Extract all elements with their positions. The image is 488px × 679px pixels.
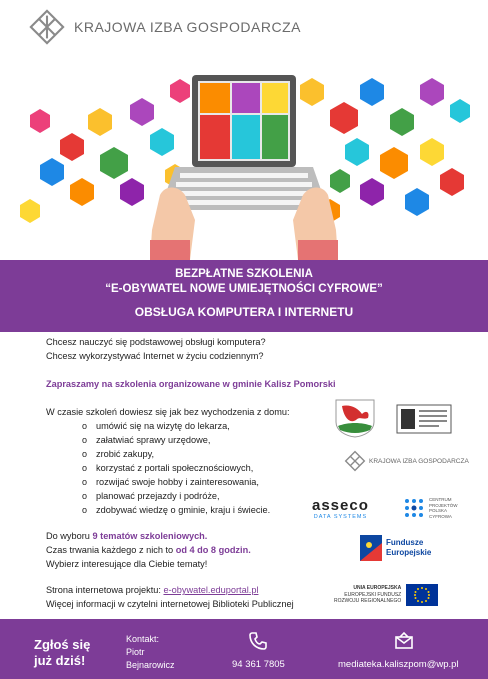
- list-item: o korzystać z portali społecznościowych,: [82, 461, 446, 475]
- contact-label: Kontakt:: [126, 634, 160, 644]
- duration-pre: Czas trwania każdego z nich to: [46, 545, 176, 555]
- phone-number[interactable]: 94 361 7805: [232, 659, 285, 670]
- eu-flag-icon: [406, 584, 438, 606]
- choice-pre: Do wyboru: [46, 531, 93, 541]
- kig-small-name: KRAJOWA IZBA GOSPODARCZA: [369, 457, 469, 465]
- org-name: KRAJOWA IZBA GOSPODARCZA: [74, 19, 301, 35]
- fundusze-logo: [360, 535, 431, 561]
- duration-highlight: od 4 do 8 godzin.: [175, 545, 251, 555]
- hero-illustration: [0, 45, 488, 260]
- mail-icon: [394, 631, 414, 651]
- fundusze-line-1: Fundusze: [386, 538, 424, 547]
- list-item: o zdobywać wiedzę o gminie, kraju i świecie.: [82, 503, 446, 517]
- list-item: o umówić się na wizytę do lekarza,: [82, 419, 446, 433]
- title-line-1: BEZPŁATNE SZKOLENIA: [175, 268, 313, 280]
- question-1: Chcesz nauczyć się podstawowej obsługi komputera?: [46, 337, 266, 347]
- eu-line-3: ROZWOJU REGIONALNEGO: [334, 598, 402, 605]
- list-item: o planować przejazdy i podróże,: [82, 489, 446, 503]
- contact-block: [126, 633, 175, 672]
- list-item: o załatwiać sprawy urzędowe,: [82, 433, 446, 447]
- title-line-2: “E-OBYWATEL NOWE UMIEJĘTNOŚCI CYFROWE”: [105, 283, 383, 295]
- asseco-name: asseco: [312, 497, 369, 514]
- project-site-link[interactable]: e-obywatel.eduportal.pl: [163, 585, 259, 595]
- fundusze-line-2: Europejskie: [386, 548, 432, 557]
- eu-line-2: EUROPEJSKI FUNDUSZ: [344, 591, 402, 598]
- contact-first-name: Piotr: [126, 647, 145, 657]
- kig-emblem-icon: [28, 8, 66, 46]
- question-2: Chcesz wykorzystywać Internet w życiu codziennym?: [46, 351, 264, 361]
- site-label: Strona internetowa projektu:: [46, 585, 164, 595]
- gmina-coat-of-arms-icon: [332, 398, 378, 438]
- title-band: [0, 260, 488, 332]
- cpp-name: CENTRUM PROJEKTÓW POLSKA CYFROWA: [429, 497, 458, 519]
- cpp-logo: [402, 496, 461, 520]
- title-line-3: OBSŁUGA KOMPUTERA I INTERNETU: [134, 305, 354, 319]
- phone-icon: [248, 631, 268, 651]
- list-item: o zrobić zakupy,: [82, 447, 446, 461]
- contact-last-name: Bejnarowicz: [126, 660, 175, 670]
- cta-line-1: Zgłoś się: [34, 637, 91, 652]
- more-info-text: Więcej informacji w czytelni internetowej Biblioteki Publicznej: [46, 599, 294, 609]
- call-to-action: [34, 637, 90, 669]
- library-logo-icon: [396, 404, 452, 434]
- cpp-dots-icon: [402, 496, 426, 520]
- cta-line-2: już dziś!: [34, 653, 86, 668]
- kig-small-logo: [344, 450, 469, 472]
- choice-highlight: 9 tematów szkoleniowych.: [92, 531, 208, 541]
- kig-small-emblem-icon: [344, 450, 366, 472]
- asseco-sub: DATA SYSTEMS: [313, 514, 368, 520]
- intro-text: W czasie szkoleń dowiesz się jak bez wychodzenia z domu:: [46, 407, 290, 417]
- kig-logo: [28, 8, 301, 46]
- list-item: o rozwijać swoje hobby i zainteresowania,: [82, 475, 446, 489]
- footer-bar: [0, 619, 488, 679]
- fundusze-flag-icon: [360, 535, 382, 561]
- main-content: [46, 335, 446, 611]
- eu-line-1: UNIA EUROPEJSKA: [353, 585, 402, 592]
- email-address[interactable]: mediateka.kaliszpom@wp.pl: [338, 659, 459, 670]
- pick-text: Wybierz interesujące dla Ciebie tematy!: [46, 559, 208, 569]
- eu-logo: [334, 584, 438, 606]
- asseco-logo: [312, 497, 369, 520]
- invitation-text: Zapraszamy na szkolenia organizowane w gminie Kalisz Pomorski: [46, 379, 336, 389]
